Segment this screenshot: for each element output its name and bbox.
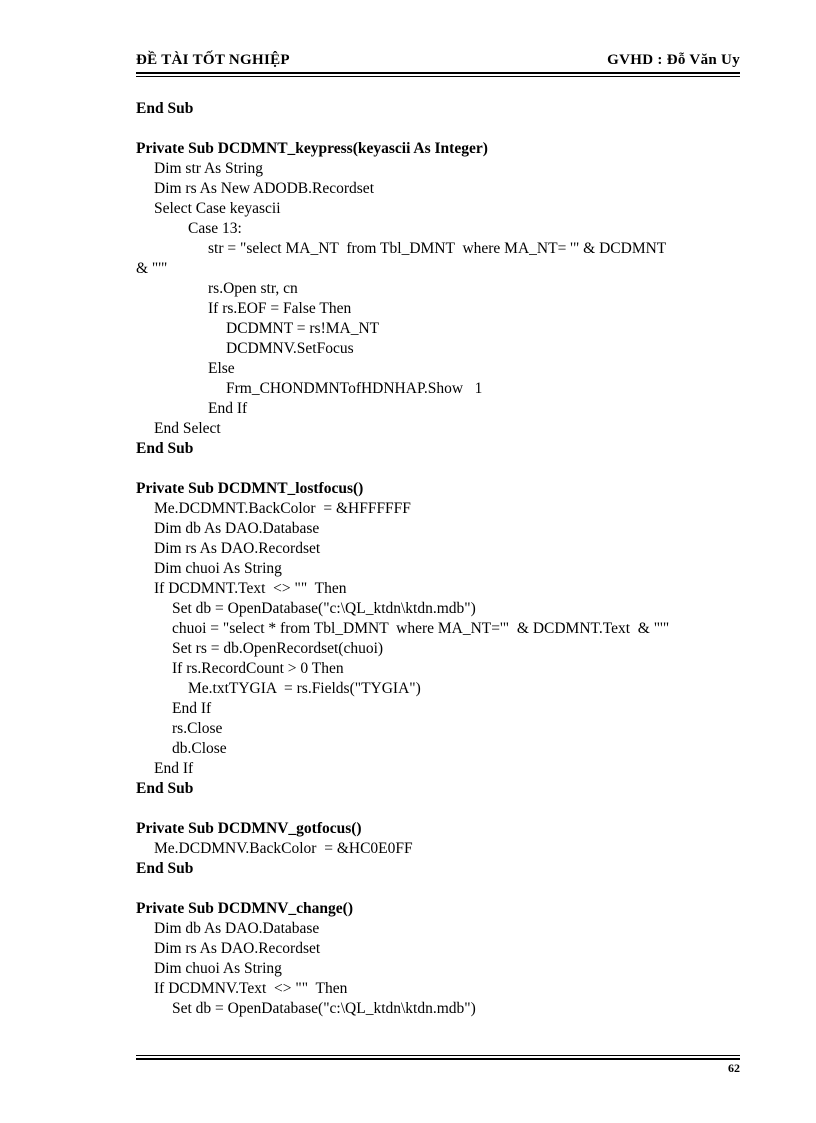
- page-number: 62: [728, 1061, 740, 1075]
- code-line: Select Case keyascii: [154, 200, 281, 217]
- code-line: End Select: [154, 420, 221, 437]
- code-line: Case 13:: [188, 220, 242, 237]
- code-line: Dim rs As DAO.Recordset: [154, 940, 321, 957]
- blank-line: [136, 879, 740, 899]
- code-line: Private Sub DCDMNT_keypress(keyascii As Integer): [136, 140, 488, 157]
- code-line: End If: [208, 400, 248, 417]
- code-line: If rs.EOF = False Then: [208, 300, 352, 317]
- code-line: End Sub: [136, 860, 194, 877]
- code-line: Dim db As DAO.Database: [154, 920, 320, 937]
- code-listing: [136, 99, 740, 1019]
- code-line: Me.DCDMNT.BackColor = &HFFFFFF: [154, 500, 411, 517]
- code-line: Private Sub DCDMNV_change(): [136, 900, 353, 917]
- code-line: Else: [208, 360, 235, 377]
- code-line: Dim db As DAO.Database: [154, 520, 320, 537]
- code-line: DCDMNV.SetFocus: [226, 340, 354, 357]
- code-line: DCDMNT = rs!MA_NT: [226, 320, 380, 337]
- footer-rule-thin: [136, 1055, 740, 1056]
- code-line: If rs.RecordCount > 0 Then: [172, 660, 344, 677]
- code-line: Dim rs As DAO.Recordset: [154, 540, 321, 557]
- code-line: Dim chuoi As String: [154, 560, 282, 577]
- code-line: End If: [172, 700, 212, 717]
- code-line: End Sub: [136, 780, 194, 797]
- supervisor-label: GVHD : Đỗ Văn Uy: [607, 52, 740, 68]
- thesis-title: ĐỀ TÀI TỐT NGHIỆP: [136, 52, 290, 68]
- code-line: If DCDMNT.Text <> "" Then: [154, 580, 347, 597]
- footer-rule-thick: [136, 1058, 740, 1060]
- code-line: End Sub: [136, 100, 194, 117]
- blank-line: [136, 799, 740, 819]
- code-line: Dim chuoi As String: [154, 960, 282, 977]
- code-line: db.Close: [172, 740, 227, 757]
- code-line: rs.Close: [172, 720, 223, 737]
- code-line: Set db = OpenDatabase("c:\QL_ktdn\ktdn.mdb"): [172, 1000, 476, 1017]
- code-line: Me.DCDMNV.BackColor = &HC0E0FF: [154, 840, 413, 857]
- code-line: chuoi = "select * from Tbl_DMNT where MA_NT='" & DCDMNT.Text & "'": [172, 620, 670, 637]
- code-line: str = "select MA_NT from Tbl_DMNT where MA_NT= '" & DCDMNT: [208, 240, 667, 257]
- header-rule-thick: [136, 72, 740, 74]
- page-header: [136, 52, 740, 72]
- code-line: Private Sub DCDMNT_lostfocus(): [136, 480, 364, 497]
- code-line: rs.Open str, cn: [208, 280, 298, 297]
- code-line: End Sub: [136, 440, 194, 457]
- code-line: Set db = OpenDatabase("c:\QL_ktdn\ktdn.mdb"): [172, 600, 476, 617]
- code-line: If DCDMNV.Text <> "" Then: [154, 980, 348, 997]
- blank-line: [136, 119, 740, 139]
- code-line: Frm_CHONDMNTofHDNHAP.Show 1: [226, 380, 483, 397]
- blank-line: [136, 459, 740, 479]
- code-line: Dim rs As New ADODB.Recordset: [154, 180, 374, 197]
- header-rule-thin: [136, 76, 740, 77]
- code-line: End If: [154, 760, 194, 777]
- code-line: Private Sub DCDMNV_gotfocus(): [136, 820, 362, 837]
- code-line: & "'": [136, 260, 168, 277]
- code-line: Dim str As String: [154, 160, 263, 177]
- code-line: Me.txtTYGIA = rs.Fields("TYGIA"): [188, 680, 421, 697]
- code-line: Set rs = db.OpenRecordset(chuoi): [172, 640, 384, 657]
